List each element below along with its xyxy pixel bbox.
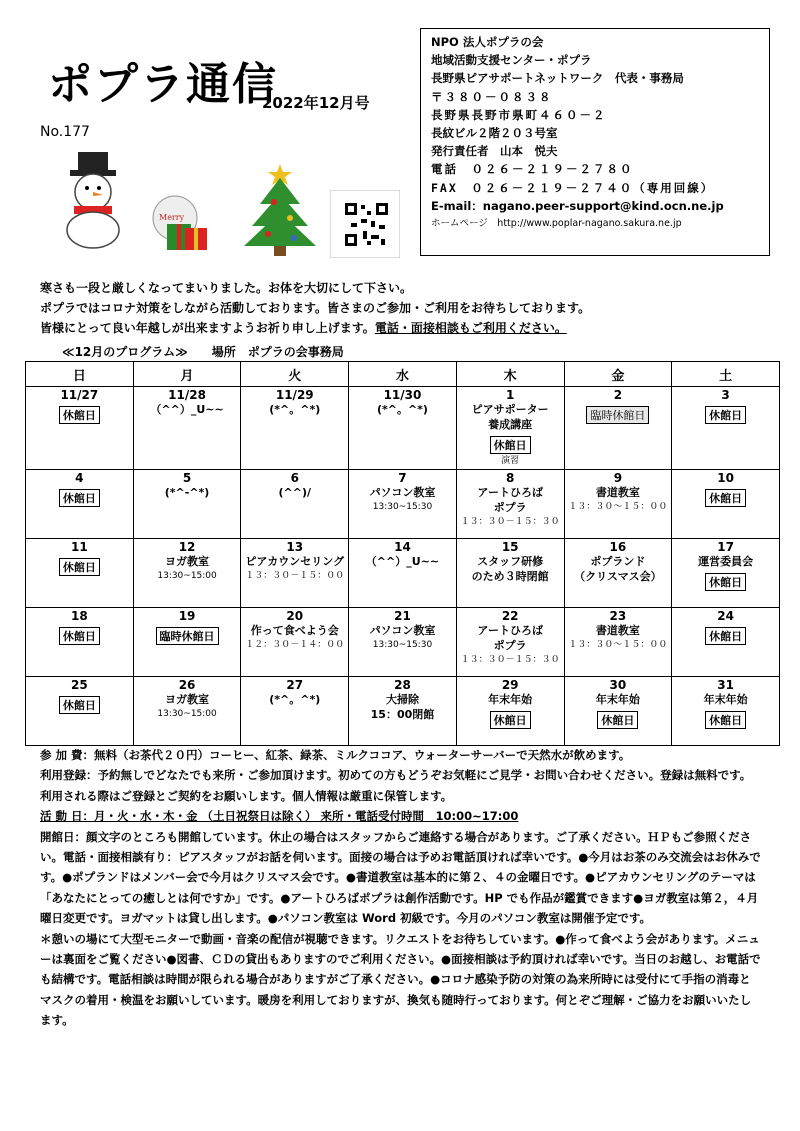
org-name: NPO 法人ポプラの会 [431, 35, 544, 49]
day-number: 29 [501, 678, 519, 692]
day-number: 14 [394, 540, 411, 554]
event-text: (*^。^*) [269, 693, 321, 706]
fax: FAX ０２６－２１９－２７４０（専用回線） [431, 180, 715, 195]
newsletter-title: ポプラ通信 [48, 59, 278, 110]
day-number: 24 [717, 609, 734, 623]
closed-badge: 休館日 [490, 711, 531, 729]
program-calendar [25, 361, 780, 746]
closed-badge: 休館日 [705, 627, 746, 645]
calendar-week [26, 608, 780, 677]
calendar-day-cell [672, 539, 780, 608]
event-text: (*^。^*) [376, 403, 428, 416]
calendar-day-cell [672, 387, 780, 470]
day-number: 12 [178, 540, 196, 554]
event-text: 運営委員会 [698, 555, 754, 568]
calendar-day-cell [26, 677, 134, 746]
calendar-day-cell [241, 608, 349, 677]
calendar-day-cell [564, 387, 672, 470]
phone: 電話 ０２６－２１９－２７８０ [431, 162, 634, 177]
calendar-day-cell [672, 677, 780, 746]
day-number: 3 [721, 388, 730, 402]
event-text: ポプラ [493, 639, 527, 652]
event-text: パソコン教室 [369, 486, 436, 499]
closed-badge: 休館日 [59, 558, 100, 576]
calendar-day-cell [241, 539, 349, 608]
calendar-day-cell [672, 470, 780, 539]
christmas-gifts-illustration [145, 188, 215, 258]
calendar-day-cell [349, 539, 457, 608]
program-heading: ≪12月のプログラム≫ 場所 ポプラの会事務局 [62, 345, 344, 359]
closed-badge: 休館日 [705, 711, 746, 729]
calendar-day-cell [564, 608, 672, 677]
intro-line-2: ポプラではコロナ対策をしながら活動しております。皆さまのご参加・ご利用をお待ちしております。 [40, 301, 591, 315]
calendar-day-cell [564, 677, 672, 746]
calendar-day-cell [26, 539, 134, 608]
closed-badge: 休館日 [59, 406, 100, 424]
event-subtext: 演習 [501, 456, 520, 466]
closed-badge: 休館日 [490, 436, 531, 454]
notes-section [40, 745, 762, 1031]
activity-days-note: 活 動 日：月・火・水・木・金 （土日祝祭日は除く） 来所・電話受付時間 10:00~17:00 [40, 809, 519, 824]
extra-note: ＊憩いの場にて大型モニターで動画・音楽の配信が視聴できます。リクエストをお待ちしています。●作って食べよう会があります。メニューは裏面をご覧ください●図書、ＣＤの貸出もありますのでご利用ください。●面接相談は予約頂ければ幸いです。当日のお越し、お電話でも結構です。電話相談は時間が限られる場合がありますがご了承ください。●コロナ感染予防の対策の為来所時には受付にて手指の消毒とマスクの着用・検温をお願いしています。暖房を利用しておりますが、換気も随時行っております。何とぞご理解・ご協力をお願いいたします。 [40, 931, 761, 1028]
closed-badge: 休館日 [59, 489, 100, 507]
event-text: 大掃除 [385, 693, 419, 706]
svg-text:Merry: Merry [159, 213, 185, 222]
calendar-day-cell [26, 470, 134, 539]
event-time: １３：３０－１５：３０ [460, 517, 560, 527]
event-time: 13:30~15:00 [157, 709, 217, 719]
day-number: 4 [75, 471, 84, 485]
org-network: 長野県ピアサポートネットワーク 代表・事務局 [431, 71, 684, 86]
calendar-week [26, 387, 780, 470]
closed-badge: 休館日 [705, 489, 746, 507]
intro-message [40, 278, 770, 338]
event-time: 13:30~15:30 [372, 502, 433, 512]
calendar-day-cell [564, 470, 672, 539]
event-text: 年末年始 [488, 693, 533, 706]
snowman-illustration [58, 150, 128, 250]
calendar-day-cell [456, 387, 564, 470]
event-text: パソコン教室 [369, 624, 436, 637]
issue-date: 2022年12月号 [262, 94, 370, 112]
intro-line-1: 寒さも一段と厳しくなってまいりました。お体を大切にして下さい。 [40, 281, 413, 295]
closed-badge: 休館日 [597, 711, 638, 729]
day-number: 11 [71, 540, 88, 554]
event-text: アートひろば [477, 624, 543, 637]
day-number: 19 [178, 609, 196, 623]
calendar-day-cell [241, 470, 349, 539]
event-text: ヨガ教室 [165, 555, 210, 568]
calendar-week [26, 470, 780, 539]
calendar-day-cell [133, 387, 241, 470]
day-number: 25 [71, 678, 88, 692]
organization-info-box [420, 28, 770, 256]
day-number: 27 [286, 678, 304, 692]
calendar-day-cell [26, 387, 134, 470]
calendar-day-cell [564, 539, 672, 608]
day-number: 15 [501, 540, 519, 554]
event-time: １３：３０－１５：３０ [460, 655, 560, 665]
calendar-week [26, 677, 780, 746]
event-time: 13:30~15:00 [157, 571, 217, 581]
building: 長紋ビル２階２０３号室 [431, 126, 558, 141]
day-number: 23 [609, 609, 627, 623]
calendar-week [26, 539, 780, 608]
event-time: １３：３０－１５：００ [245, 571, 345, 581]
event-text: （^^）_U~~ [365, 555, 440, 568]
day-number: 17 [717, 540, 734, 554]
day-number: 1 [505, 388, 515, 402]
day-number: 11/28 [168, 388, 206, 402]
event-time: １２：３０－１４：００ [245, 640, 345, 650]
event-text: (^^)/ [278, 486, 312, 499]
day-number: 9 [613, 471, 623, 485]
event-text: (*^。^*) [269, 403, 321, 416]
event-text: 年末年始 [595, 693, 640, 706]
calendar-day-cell [241, 677, 349, 746]
day-number: 30 [609, 678, 627, 692]
day-number: 8 [505, 471, 515, 485]
event-text: ポプラ [493, 501, 527, 514]
calendar-day-cell [26, 608, 134, 677]
calendar-day-cell [456, 470, 564, 539]
event-text: 15：00閉館 [370, 708, 435, 721]
event-text: （クリスマス会） [574, 570, 662, 583]
day-number: 18 [71, 609, 88, 623]
event-text: アートひろば [477, 486, 543, 499]
email: E-mail：nagano.peer-support@kind.ocn.ne.jp [431, 198, 724, 213]
homepage: ホームページ http://www.poplar-nagano.sakura.ne.jp [431, 218, 682, 230]
day-number: 2 [613, 388, 623, 402]
calendar-day-cell [133, 677, 241, 746]
day-number: 7 [398, 471, 407, 485]
calendar-day-cell [133, 470, 241, 539]
event-time: 13:30~15:30 [372, 640, 433, 650]
closed-badge: 臨時休館日 [156, 627, 219, 645]
calendar-day-cell [133, 539, 241, 608]
event-text: スタッフ研修 [477, 555, 544, 568]
closed-badge: 休館日 [59, 627, 100, 645]
event-text: ピアカウンセリング [245, 555, 345, 568]
event-text: 作って食べよう会 [250, 624, 339, 637]
weekday-header: 日 [26, 362, 134, 387]
issue-number: No.177 [40, 124, 90, 140]
address: 長野県長野市県町４６０－２ [431, 107, 607, 122]
opening-note: 開館日：顔文字のところも開館しています。休止の場合はスタッフからご連絡する場合があります。ご了承ください。ＨＰもご参照ください。電話・面接相談有り：ピアスタッフがお話を伺います。面接の場合は予めお電話頂ければ幸いです。●今月はお茶のみ交流会はお休みです。●ポプランドはメンバー会で今月はクリスマス会です。●書道教室は基本的に第２、４の金曜日です。●ピアカウンセリングのテーマは「あなたにとっての癒しとは何ですか」です。●アートひろばポプラは創作活動です。HP でも作品が鑑賞できます●ヨガ教室は第２，４月曜日変更です。ヨガマットは貸し出します。●パソコン教室は Word 初級です。今月のパソコン教室は開催予定です。 [40, 829, 761, 926]
postal-code: 〒３８０－０８３８ [431, 89, 553, 104]
registration-note: 利用登録：予約無しでどなたでも来所・ご参加頂けます。初めての方もどうぞお気軽にご見学・お問い合わせください。登録は無料です。利用される際はご登録とご契約をお願いします。個人情報は厳重に保管します。 [40, 768, 752, 803]
day-number: 21 [394, 609, 411, 623]
day-number: 13 [286, 540, 304, 554]
event-text: （^^）_U~~ [150, 403, 224, 416]
calendar-day-cell [349, 608, 457, 677]
weekday-header: 金 [564, 362, 672, 387]
calendar-day-cell [133, 608, 241, 677]
event-text: 養成講座 [488, 418, 533, 431]
publisher: 発行責任者 山本 悦夫 [431, 144, 558, 159]
event-text: ポプランド [590, 555, 646, 568]
christmas-tree-illustration [240, 160, 320, 258]
weekday-header: 火 [241, 362, 349, 387]
calendar-day-cell [349, 470, 457, 539]
temporary-closed-badge: 臨時休館日 [586, 406, 649, 424]
event-text: 書道教室 [595, 486, 640, 499]
day-number: 31 [717, 678, 734, 692]
calendar-day-cell [349, 387, 457, 470]
calendar-day-cell [456, 677, 564, 746]
day-number: 11/29 [275, 388, 314, 402]
closed-badge: 休館日 [705, 406, 746, 424]
day-number: 11/30 [383, 388, 422, 402]
intro-line-3-consult: 電話・面接相談もご利用ください。 [374, 321, 567, 335]
day-number: 26 [178, 678, 196, 692]
weekday-header: 土 [672, 362, 780, 387]
event-text: (*^-^*) [164, 486, 210, 499]
event-time: １３：３０～１５：００ [568, 640, 668, 650]
weekday-header: 月 [133, 362, 241, 387]
fee-note: 参 加 費：無料（お茶代２０円）コーヒー、紅茶、緑茶、ミルクココア、ウォーターサーバーで天然水が飲めます。 [40, 748, 631, 762]
weekday-header: 木 [456, 362, 564, 387]
day-number: 11/27 [60, 388, 99, 402]
event-text: ピアサポーター [471, 403, 549, 416]
calendar-day-cell [349, 677, 457, 746]
event-text: 書道教室 [595, 624, 640, 637]
calendar-day-cell [456, 539, 564, 608]
weekday-header: 水 [349, 362, 457, 387]
calendar-day-cell [241, 387, 349, 470]
event-text: のため３時閉館 [471, 570, 549, 583]
day-number: 28 [394, 678, 411, 692]
intro-line-3: 皆様にとって良い年越しが出来ますようお祈り申し上げます。 [40, 321, 375, 335]
event-time: １３：３０～１５：００ [568, 502, 668, 512]
closed-badge: 休館日 [705, 573, 746, 591]
calendar-day-cell [672, 608, 780, 677]
event-text: ヨガ教室 [165, 693, 210, 706]
day-number: 10 [717, 471, 734, 485]
org-center: 地域活動支援センター・ポプラ [431, 53, 592, 68]
day-number: 6 [290, 471, 299, 485]
calendar-day-cell [456, 608, 564, 677]
day-number: 20 [286, 609, 304, 623]
qr-code-icon [330, 190, 400, 258]
day-number: 22 [501, 609, 519, 623]
closed-badge: 休館日 [59, 696, 100, 714]
event-text: 年末年始 [703, 693, 748, 706]
day-number: 16 [609, 540, 627, 554]
day-number: 5 [182, 471, 192, 485]
